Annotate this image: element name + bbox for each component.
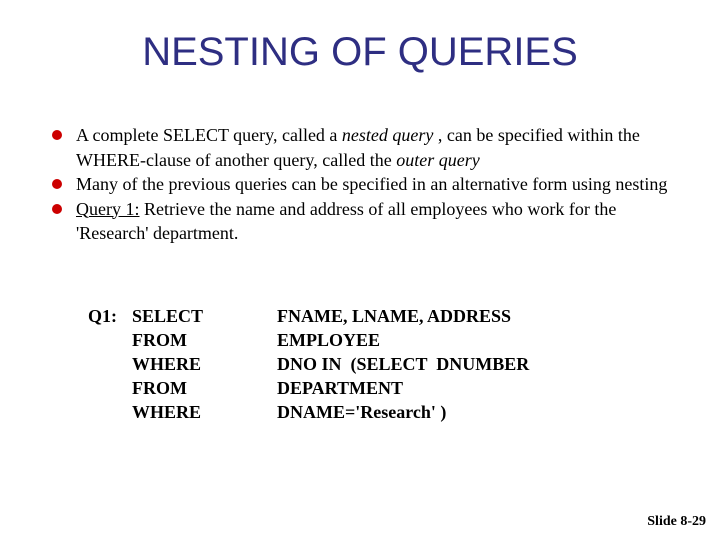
- bullet-text: [76, 123, 672, 172]
- slide-title: NESTING OF QUERIES: [142, 30, 578, 74]
- bullet-dot-icon: [52, 130, 62, 140]
- bullet-item: [52, 172, 672, 197]
- bullet-text-segment: , can be specified within the WHERE-clause of another query, called the: [76, 125, 640, 170]
- bullet-dot-icon: [52, 204, 62, 214]
- query-value: EMPLOYEE: [277, 330, 381, 350]
- query-keyword: FROM: [132, 378, 187, 398]
- query-value: FNAME, LNAME, ADDRESS: [277, 306, 512, 326]
- bullet-text-segment: Retrieve the name and address of all employees who work for the 'Research' department.: [76, 198, 617, 243]
- query-keyword: WHERE: [132, 402, 202, 422]
- query-keywords: [132, 304, 203, 424]
- query-label: Q1:: [88, 306, 117, 326]
- bullet-text-segment: A complete SELECT query, called a: [76, 125, 342, 145]
- nested-query-term: nested query: [341, 125, 434, 145]
- bullet-dot-icon: [52, 179, 62, 189]
- query-1-label: Query 1:: [76, 198, 140, 219]
- query-value: DNAME='Research' ): [277, 402, 447, 422]
- query-keyword: WHERE: [132, 354, 202, 374]
- bullet-item: [52, 197, 672, 246]
- outer-query-term: outer query: [396, 149, 480, 170]
- slide-number: Slide 8-29: [647, 514, 706, 529]
- bullet-list: [52, 123, 672, 246]
- bullet-item: [52, 123, 672, 172]
- query-values: [277, 304, 529, 424]
- query-keyword: FROM: [132, 330, 187, 350]
- bullet-text: [76, 197, 672, 246]
- bullet-text: Many of the previous queries can be specified in an alternative form using nesting: [76, 174, 668, 194]
- query-value: DNO IN (SELECT DNUMBER: [277, 354, 530, 374]
- query-keyword: SELECT: [132, 306, 204, 326]
- query-value: DEPARTMENT: [277, 378, 404, 398]
